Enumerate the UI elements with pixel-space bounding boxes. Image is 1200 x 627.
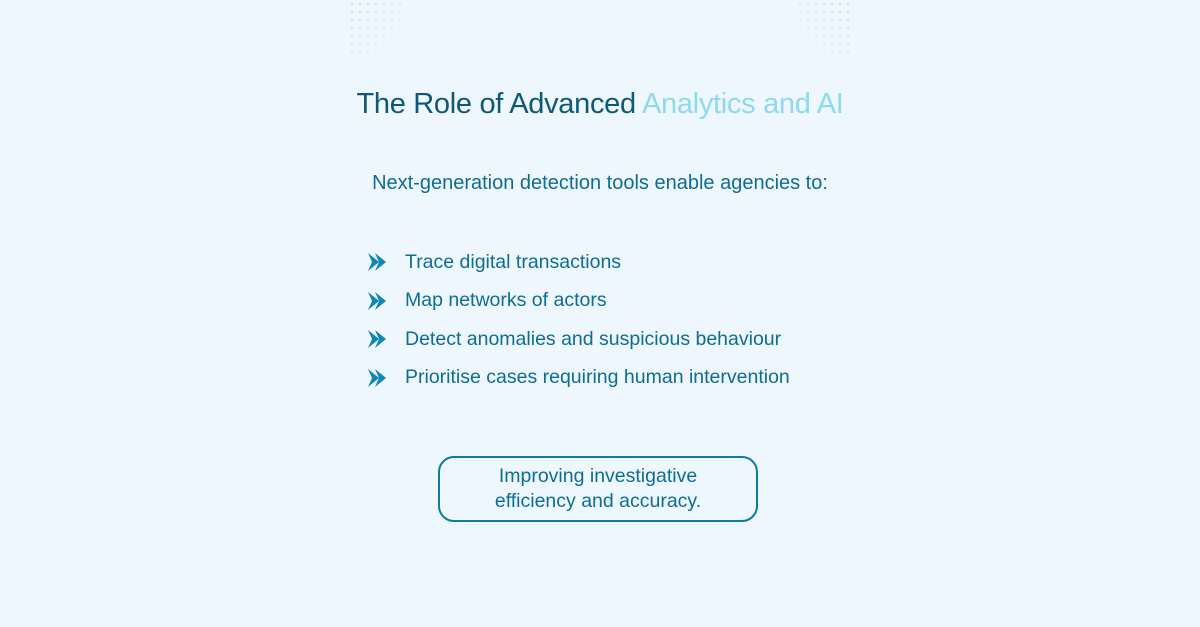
chevron-arrow-icon (366, 328, 388, 350)
list-item-label: Map networks of actors (405, 289, 607, 312)
decorative-dot-grid-right (796, 0, 852, 60)
decorative-dot-grid-left (348, 0, 404, 60)
capability-list (366, 243, 790, 397)
callout-text: Improving investigative efficiency and accuracy. (494, 465, 702, 512)
chevron-arrow-icon (366, 367, 388, 389)
title-part-dark: The Role of Advanced (356, 88, 636, 120)
list-item (366, 320, 790, 359)
list-item (366, 243, 790, 282)
list-item (366, 359, 790, 398)
list-item (366, 282, 790, 321)
list-item-label: Detect anomalies and suspicious behaviour (405, 327, 782, 350)
chevron-arrow-icon (366, 251, 388, 273)
page-title (0, 86, 1200, 122)
callout-box (438, 456, 758, 522)
title-part-highlight: Analytics and AI (641, 88, 844, 120)
list-item-label: Trace digital transactions (405, 250, 622, 273)
chevron-arrow-icon (366, 290, 388, 312)
list-item-label: Prioritise cases requiring human intervention (405, 366, 790, 389)
intro-text: Next-generation detection tools enable agencies to: (372, 172, 828, 194)
